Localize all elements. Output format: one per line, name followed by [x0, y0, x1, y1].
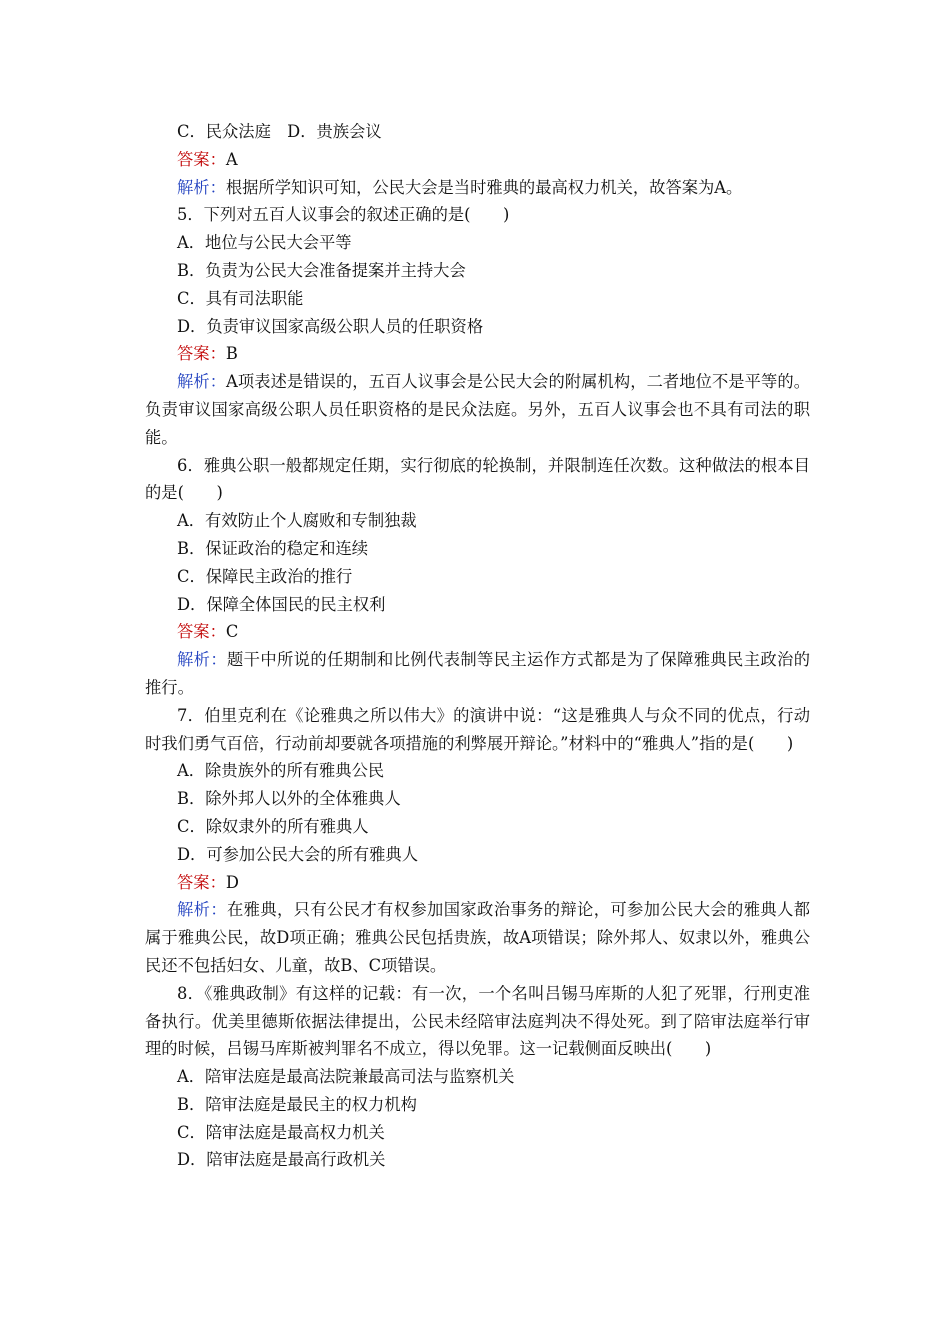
answer-line — [145, 146, 810, 174]
options-line: C．民众法庭 D．贵族会议 — [177, 122, 382, 141]
analysis-text: A项表述是错误的，五百人议事会是公民大会的附属机构，二者地位不是平等的。负责审议国家高级公职人员任职资格的是民众法庭。另外，五百人议事会也不具有司法的职能。 — [145, 372, 810, 447]
option-a: A．除贵族外的所有雅典公民 — [177, 761, 385, 781]
option-b: B．除外邦人以外的全体雅典人 — [177, 789, 401, 809]
option-c: C．保障民主政治的推行 — [177, 566, 353, 586]
answer-label: 答案： — [177, 344, 226, 364]
answer-label: 答案： — [177, 149, 226, 169]
option-c: C．具有司法职能 — [177, 288, 304, 308]
question-6: 6．雅典公职一般都规定任期，实行彻底的轮换制，并限制连任次数。这种做法的根本目的是( ) — [145, 455, 810, 503]
option-c: C．陪审法庭是最高权力机关 — [177, 1122, 385, 1142]
option-b: B．保证政治的稳定和连续 — [177, 538, 369, 558]
answer-value: B — [225, 344, 238, 364]
answer-value: C — [225, 622, 239, 642]
analysis-text: 根据所学知识可知，公民大会是当时雅典的最高权力机关，故答案为A。 — [225, 177, 743, 197]
answer-label: 答案： — [177, 872, 226, 892]
question-5: 5．下列对五百人议事会的叙述正确的是( ) — [177, 205, 510, 225]
question-7: 7．伯里克利在《论雅典之所以伟大》的演讲中说：“这是雅典人与众不同的优点，行动时我们勇气百倍，行动前却要就各项措施的利弊展开辩论。”材料中的“雅典人”指的是( ) — [145, 705, 810, 753]
analysis-label: 解析： — [177, 372, 227, 392]
answer-line — [145, 869, 810, 897]
answer-label: 答案： — [177, 622, 226, 642]
answer-line — [145, 618, 810, 646]
question-content — [145, 118, 810, 1174]
option-a: A．陪审法庭是最高法院兼最高司法与监察机关 — [177, 1067, 515, 1087]
analysis-paragraph — [145, 896, 810, 979]
analysis-label: 解析： — [177, 177, 226, 197]
answer-line — [145, 340, 810, 368]
option-a: A．有效防止个人腐败和专制独裁 — [177, 511, 417, 531]
analysis-paragraph — [145, 174, 810, 202]
analysis-label: 解析： — [177, 900, 228, 920]
analysis-paragraph — [145, 368, 810, 451]
option-d: D．陪审法庭是最高行政机关 — [177, 1150, 386, 1170]
option-d: D．可参加公民大会的所有雅典人 — [177, 844, 418, 864]
answer-value: D — [225, 872, 239, 892]
option-b: B．负责为公民大会准备提案并主持大会 — [177, 260, 466, 280]
answer-value: A — [225, 149, 238, 169]
analysis-text: 在雅典，只有公民才有权参加国家政治事务的辩论，可参加公民大会的雅典人都属于雅典公民，故D项正确；雅典公民包括贵族，故A项错误；除外邦人、奴隶以外，雅典公民还不包括妇女、儿童，故B、C项错误。 — [145, 900, 810, 975]
option-d: D．保障全体国民的民主权利 — [177, 594, 386, 614]
analysis-paragraph — [145, 646, 810, 702]
option-a: A．地位与公民大会平等 — [177, 233, 352, 253]
analysis-text: 题干中所说的任期制和比例代表制等民主运作方式都是为了保障雅典民主政治的推行。 — [145, 650, 810, 697]
option-c: C．除奴隶外的所有雅典人 — [177, 816, 369, 836]
option-d: D．负责审议国家高级公职人员的任职资格 — [177, 316, 484, 336]
analysis-label: 解析： — [177, 650, 228, 670]
option-b: B．陪审法庭是最民主的权力机构 — [177, 1094, 417, 1114]
question-8: 8．《雅典政制》有这样的记载：有一次，一个名叫吕锡马库斯的人犯了死罪，行刑吏准备执行。优美里德斯依据法律提出，公民未经陪审法庭判决不得处死。到了陪审法庭举行审理的时候，吕锡马库斯被判罪名不成立，得以免罪。这一记载侧面反映出( ) — [145, 983, 810, 1059]
